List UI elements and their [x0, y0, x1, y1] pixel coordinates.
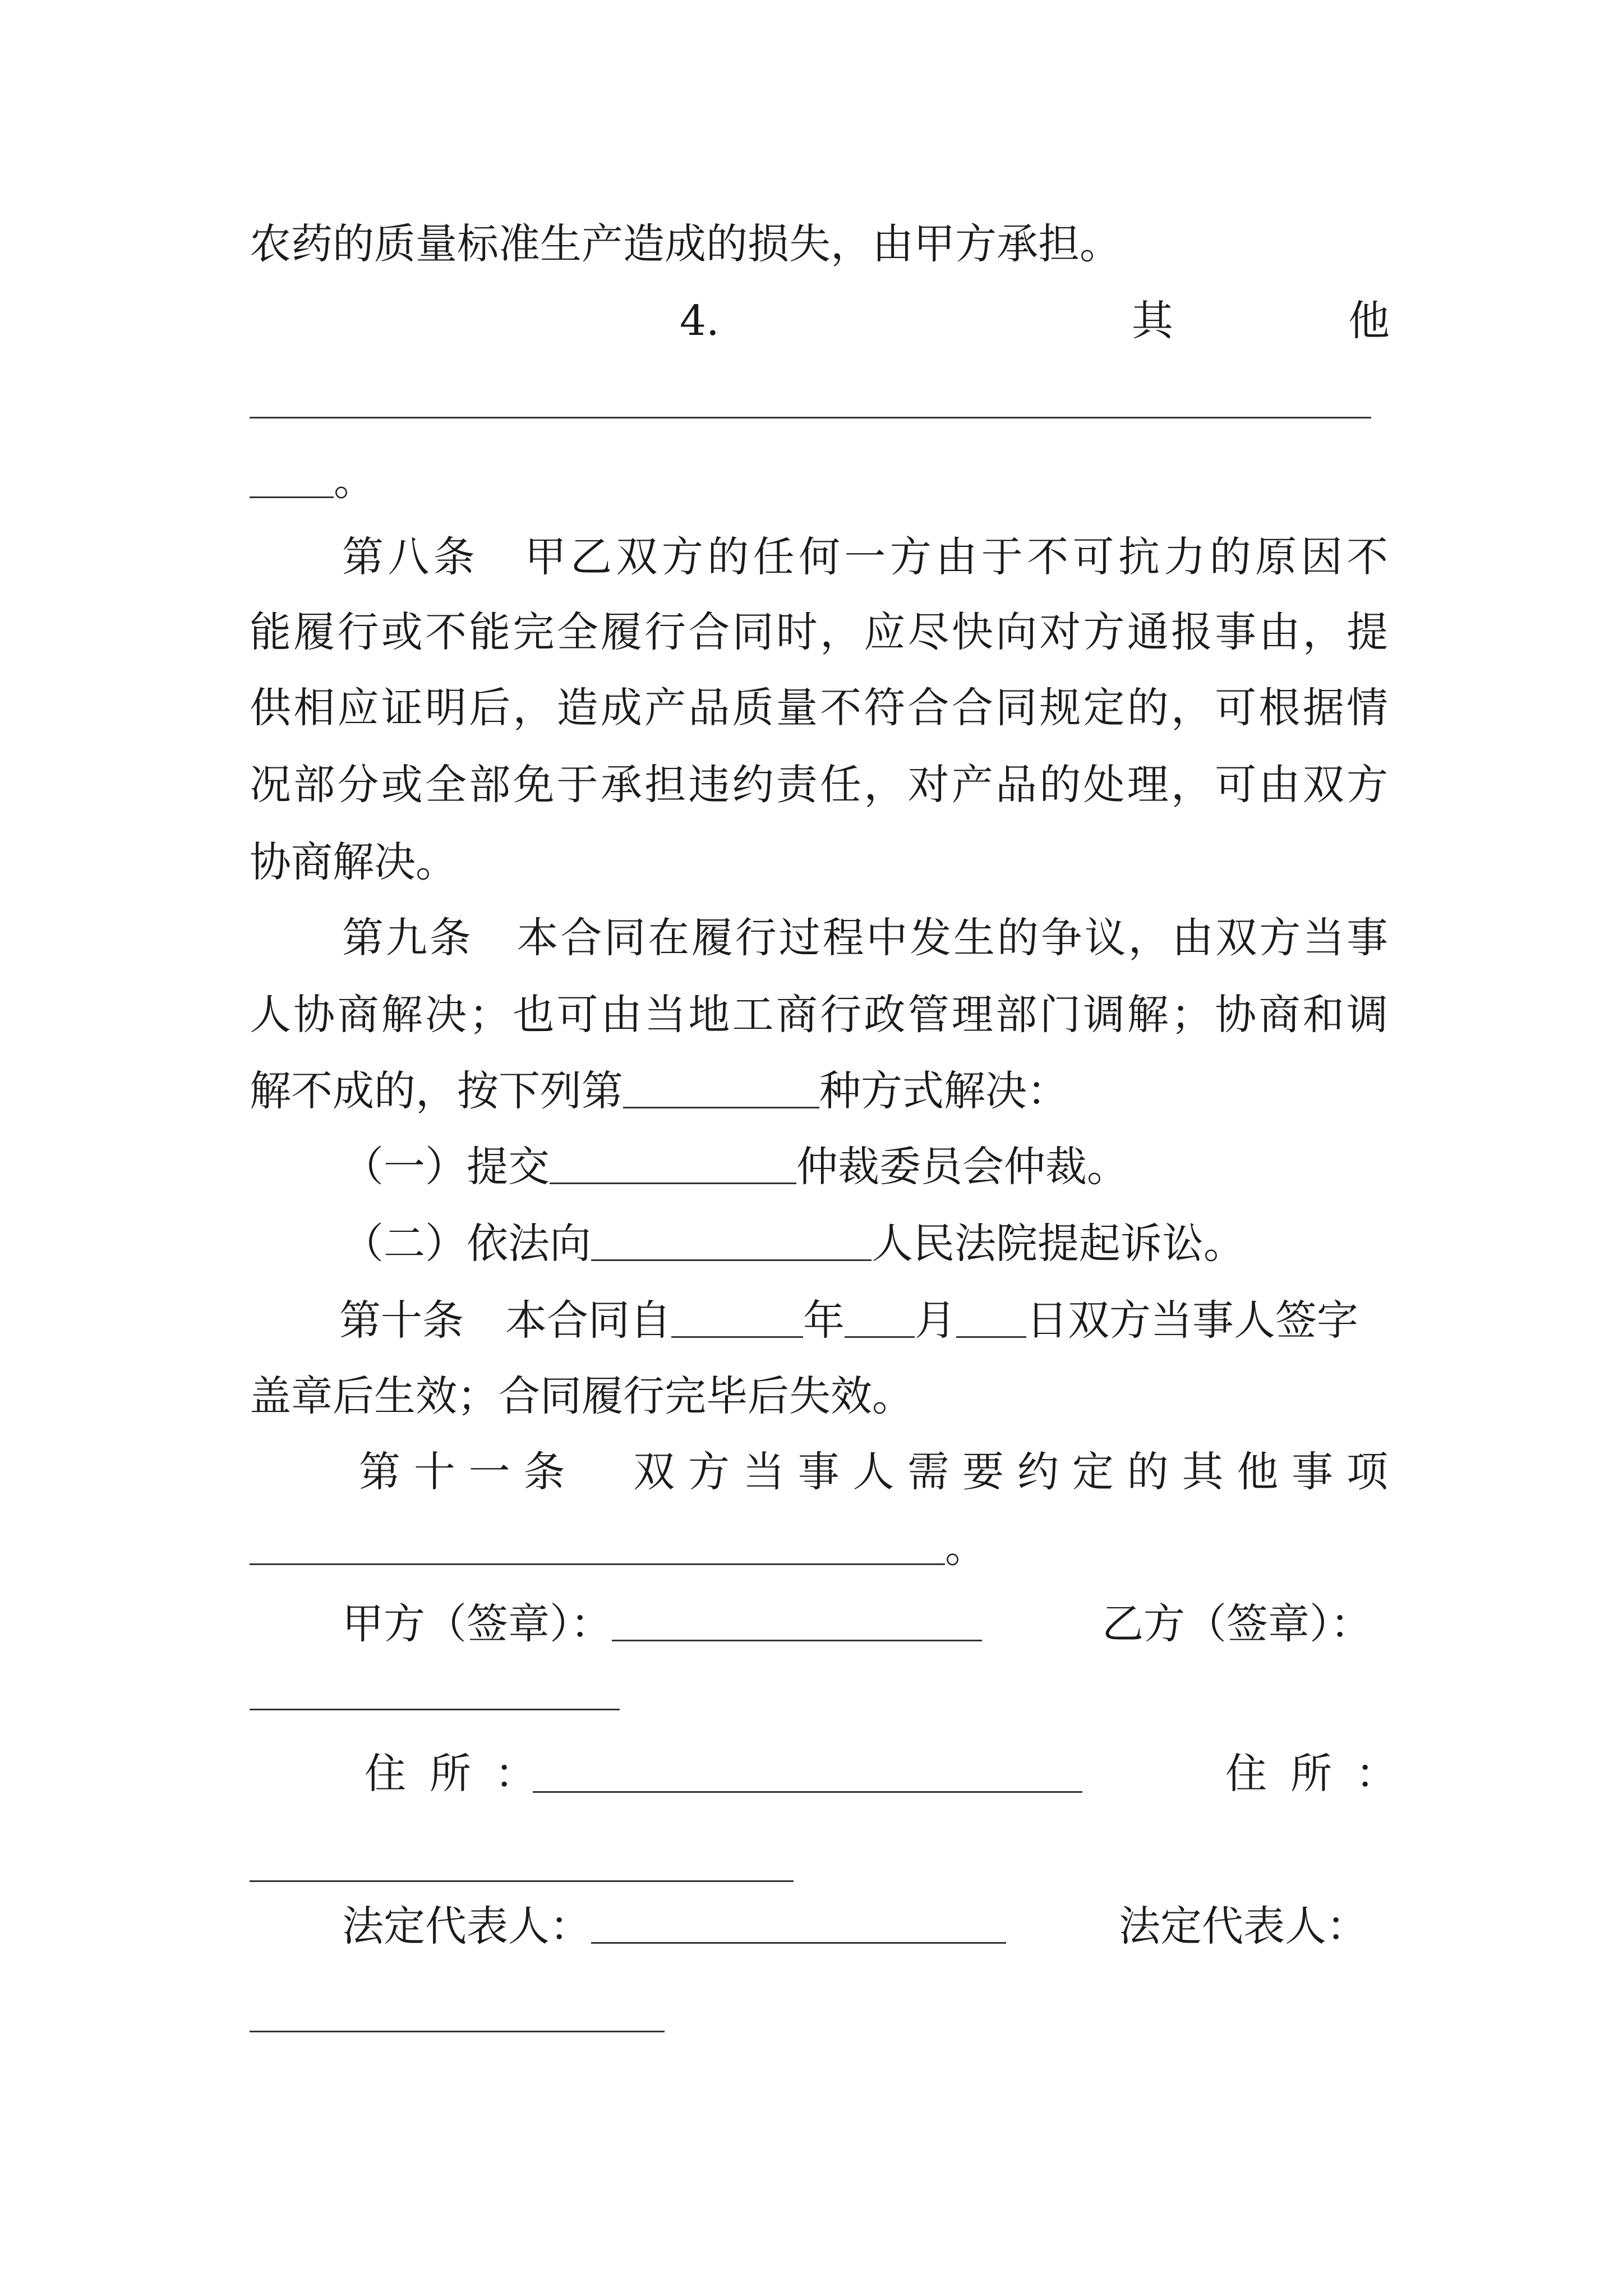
party-a-signature-label: 甲方（签章）：: [342, 1600, 612, 1648]
party-b-signature-label: 乙方（签章）：: [1102, 1600, 1372, 1648]
option-1-arbitration: [342, 1143, 1128, 1191]
article-9-line-1: 第九条 本合同在履行过程中发生的争议，由双方当事: [342, 914, 1388, 962]
article-10-text-c: 日双方当事人签字: [1026, 1296, 1358, 1345]
fill-blank-month[interactable]: [845, 1301, 915, 1338]
fill-blank-method-number[interactable]: [623, 1072, 819, 1108]
item-label-ta: 他: [1348, 297, 1390, 345]
article-10-text-a: 第十条 本合同自: [339, 1296, 671, 1345]
article-9-line-3: [250, 1067, 1068, 1115]
text-line-1: 农药的质量标准生产造成的损失，由甲方承担。: [250, 220, 1121, 268]
article-8-line-1: 第八条 甲乙双方的任何一方由于不可抗力的原因不: [342, 533, 1388, 581]
party-a-legal-rep-field[interactable]: [591, 1907, 1006, 1944]
party-b-address-label: 住所：: [1225, 1750, 1421, 1798]
article-11-line-2: [250, 1524, 986, 1572]
year-label: 年: [803, 1296, 845, 1345]
article-9-line-3-text-a: 解不成的，按下列第: [250, 1067, 623, 1115]
option-2-text-a: （二）依法向: [342, 1220, 591, 1268]
party-a-legal-rep-label: 法定代表人：: [342, 1902, 591, 1950]
period: 。: [945, 1524, 986, 1572]
fill-blank-arbitration-committee[interactable]: [550, 1148, 796, 1184]
article-9-line-3-text-b: 种方式解决：: [819, 1067, 1068, 1115]
article-10-line-2: 盖章后生效；合同履行完毕后失效。: [250, 1372, 914, 1420]
article-8-line-5: 协商解决。: [250, 838, 457, 886]
article-11-line-1: 第十一条 双方当事人需要约定的其他事项: [359, 1448, 1388, 1496]
fill-blank-year[interactable]: [671, 1301, 803, 1338]
fill-blank-other-matters[interactable]: [250, 1529, 945, 1565]
party-a-address-label: 住所：: [365, 1750, 560, 1798]
fill-blank-day[interactable]: [956, 1301, 1026, 1338]
month-label: 月: [915, 1296, 956, 1345]
option-1-text-b: 仲裁委员会仲裁。: [796, 1143, 1128, 1191]
fill-blank-other-rule[interactable]: [250, 417, 1371, 418]
option-2-lawsuit: [342, 1220, 1245, 1268]
article-9-line-2: 人协商解决；也可由当地工商行政管理部门调解；协商和调: [250, 991, 1388, 1039]
period: 。: [334, 457, 375, 505]
party-a-signature-field[interactable]: [612, 1605, 982, 1641]
fill-blank-court[interactable]: [591, 1225, 872, 1261]
article-8-line-3: 供相应证明后，造成产品质量不符合合同规定的，可根据情: [250, 684, 1388, 732]
party-a-legal-rep: [342, 1902, 1006, 1950]
party-b-legal-rep-label: 法定代表人：: [1119, 1902, 1368, 1950]
party-b-signature-field[interactable]: [250, 1709, 620, 1710]
item-label-qi: 其: [1132, 297, 1173, 345]
party-a-address-field[interactable]: [533, 1791, 1082, 1793]
item-number-4: 4.: [680, 297, 720, 345]
party-a-signature: [342, 1600, 982, 1648]
party-b-address-field[interactable]: [250, 1880, 794, 1882]
article-8-line-4: 况部分或全部免于承担违约责任，对产品的处理，可由双方: [250, 761, 1388, 809]
fill-blank-short[interactable]: [250, 462, 334, 498]
option-1-text-a: （一）提交: [342, 1143, 550, 1191]
fill-blank-other-end: [250, 457, 375, 505]
article-8-line-2: 能履行或不能完全履行合同时，应尽快向对方通报事由，提: [250, 608, 1388, 656]
party-b-legal-rep-field[interactable]: [250, 2031, 665, 2032]
option-2-text-b: 人民法院提起诉讼。: [872, 1220, 1245, 1268]
article-10-line-1: [339, 1296, 1358, 1345]
